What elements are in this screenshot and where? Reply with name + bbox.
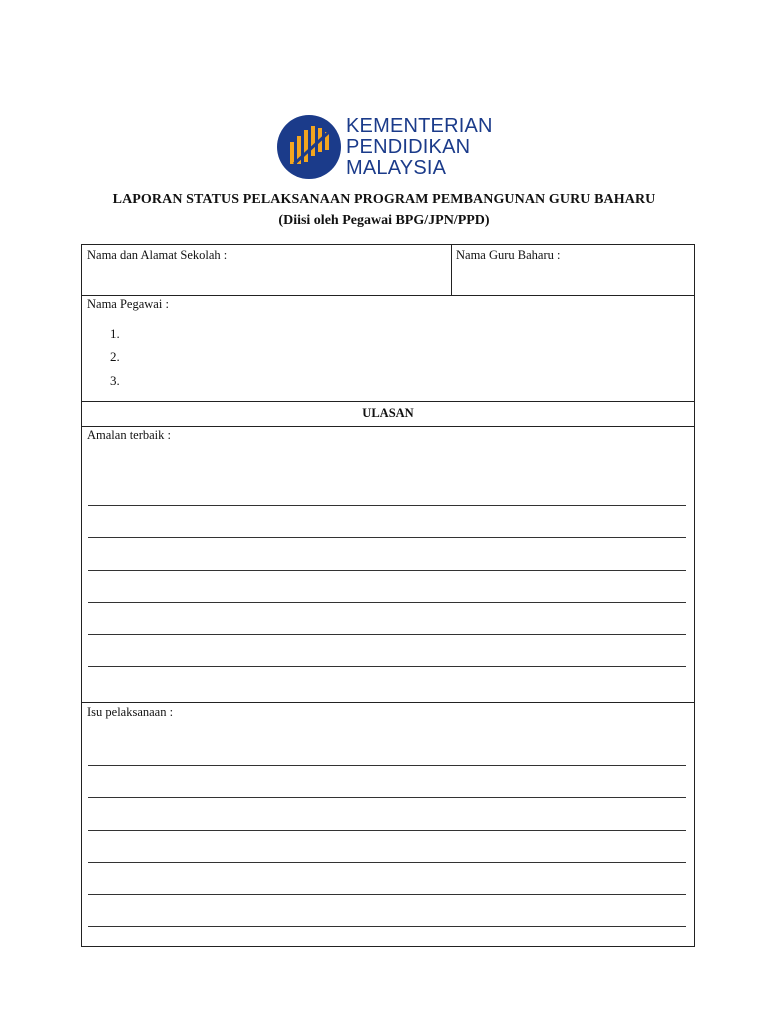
writing-line[interactable] <box>88 830 686 831</box>
row-divider <box>82 702 694 703</box>
writing-line[interactable] <box>88 570 686 571</box>
form-subtitle: (Diisi oleh Pegawai BPG/JPN/PPD) <box>278 213 490 228</box>
best-practice-label: Amalan terbaik : <box>87 428 171 442</box>
ministry-name-line-3: MALAYSIA <box>346 157 447 179</box>
row-divider <box>82 401 694 402</box>
report-form <box>81 244 695 947</box>
writing-line[interactable] <box>88 505 686 506</box>
issues-label: Isu pelaksanaan : <box>87 705 174 719</box>
school-label: Nama dan Alamat Sekolah : <box>87 248 228 262</box>
section-title: ULASAN <box>362 406 414 420</box>
officer-number-1: 1. <box>110 326 120 341</box>
ministry-name-line-2: PENDIDIKAN <box>346 136 471 158</box>
writing-line[interactable] <box>88 666 686 667</box>
writing-line[interactable] <box>88 862 686 863</box>
writing-line[interactable] <box>88 537 686 538</box>
form-title: LAPORAN STATUS PELAKSANAAN PROGRAM PEMBANGUNAN GURU BAHARU <box>112 192 656 207</box>
ministry-name <box>346 116 493 179</box>
row-divider <box>82 426 694 427</box>
writing-line[interactable] <box>88 634 686 635</box>
ministry-name-line-1: KEMENTERIAN <box>346 115 493 137</box>
writing-line[interactable] <box>88 894 686 895</box>
writing-line[interactable] <box>88 602 686 603</box>
officer-label: Nama Pegawai : <box>87 297 169 311</box>
column-divider <box>451 245 452 296</box>
teacher-label: Nama Guru Baharu : <box>456 248 561 262</box>
row-divider <box>82 295 694 296</box>
officer-number-3: 3. <box>110 373 120 388</box>
officer-number-2: 2. <box>110 349 120 364</box>
writing-line[interactable] <box>88 765 686 766</box>
writing-line[interactable] <box>88 926 686 927</box>
writing-line[interactable] <box>88 797 686 798</box>
